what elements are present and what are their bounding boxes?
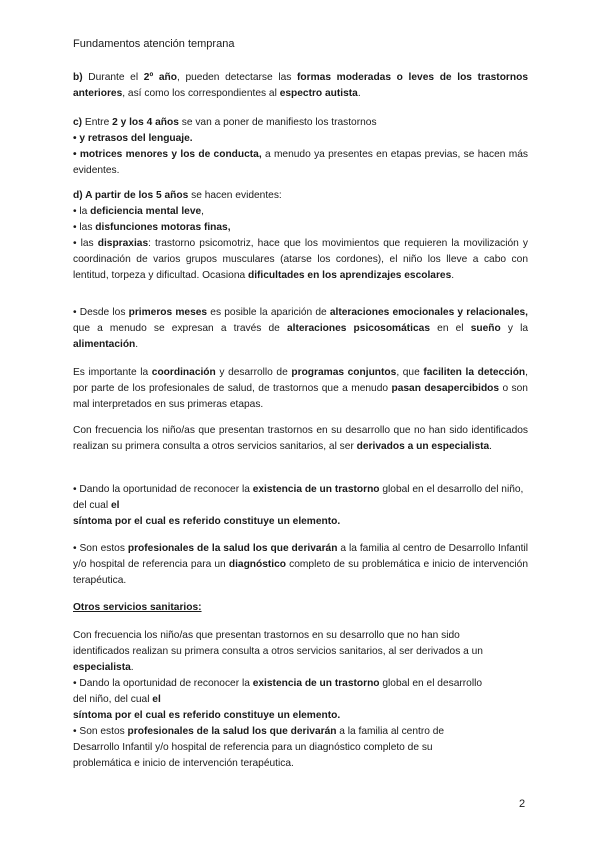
paragraph-l bbox=[73, 724, 528, 772]
bold-text: derivados a un especialista bbox=[356, 441, 490, 452]
text: • Dando la oportunidad de reconocer la bbox=[73, 484, 253, 495]
bold-text: existencia de un trastorno bbox=[252, 678, 380, 689]
text: global en el desarrollo del niño, del cual bbox=[73, 484, 524, 511]
text: a la familia al centro de bbox=[336, 726, 445, 737]
text: : trastorno psicomotriz, hace que los movimientos que requieren la movilización y coordinación de varios grupos musculares (atarse los cordones), el niño los lleve a cabo con lentitud, torpeza y dificultad. Ocasiona bbox=[73, 238, 528, 281]
label-d: d) A partir de los 5 años bbox=[73, 190, 189, 201]
text: Con frecuencia los niño/as que presentan trastornos en su desarrollo que no han sido identificados realizan su primera consulta a otros servicios sanitarios, al ser bbox=[73, 425, 528, 452]
bold-text: dispraxias bbox=[97, 238, 149, 249]
paragraph-f bbox=[73, 365, 528, 413]
bold-text: espectro autista bbox=[279, 88, 358, 99]
text: . bbox=[451, 270, 455, 281]
bold-text: deficiencia mental leve bbox=[90, 206, 202, 217]
bold-text: programas conjuntos bbox=[291, 367, 397, 378]
bold-text: diagnóstico bbox=[228, 559, 287, 570]
paragraph-e bbox=[73, 305, 528, 353]
paragraph-k bbox=[73, 676, 528, 724]
bold-text: alimentación bbox=[73, 339, 136, 350]
bold-text: 2º año bbox=[143, 72, 177, 83]
bold-text: alteraciones emocionales y relacionales, bbox=[329, 307, 528, 318]
bold-text: formas moderadas o leves de los trastornos anteriores bbox=[73, 72, 528, 99]
paragraph-h bbox=[73, 482, 528, 530]
text-line: Desarrollo Infantil y/o hospital de referencia para un diagnóstico completo de su bbox=[73, 742, 433, 753]
bold-text: síntoma por el cual es referido constituye un elemento. bbox=[73, 516, 341, 527]
bold-text: profesionales de la salud los que derivarán bbox=[127, 543, 338, 554]
section-heading bbox=[73, 600, 528, 616]
bold-text: sueño bbox=[470, 323, 501, 334]
bold-text: existencia de un trastorno bbox=[252, 484, 380, 495]
bold-text: el bbox=[110, 500, 120, 511]
text: es posible la aparición de bbox=[207, 307, 330, 318]
bullet-language: • y retrasos del lenguaje. bbox=[73, 133, 193, 144]
text: , bbox=[201, 206, 204, 217]
text: . bbox=[357, 88, 361, 99]
bold-text: disfunciones motoras finas, bbox=[95, 222, 231, 233]
bold-text: faciliten la detección bbox=[423, 367, 526, 378]
paragraph-j bbox=[73, 628, 528, 676]
text: global en el desarrollo bbox=[379, 678, 483, 689]
text-line: problemática e inicio de intervención terapéutica. bbox=[73, 758, 294, 769]
bold-text: síntoma por el cual es referido constituye un elemento. bbox=[73, 710, 341, 721]
text: a menudo ya presentes en etapas previas, se hacen más evidentes. bbox=[73, 149, 529, 176]
paragraph-d bbox=[73, 188, 528, 284]
page-header: Fundamentos atención temprana bbox=[73, 38, 235, 50]
text: o son mal interpretados en sus primeras etapas. bbox=[73, 383, 528, 410]
text: , así como los correspondientes al bbox=[122, 88, 280, 99]
text: • Son estos bbox=[73, 726, 128, 737]
text: , que bbox=[396, 367, 424, 378]
text: Durante el bbox=[82, 72, 144, 83]
bold-text: primeros meses bbox=[128, 307, 208, 318]
text-line: Con frecuencia los niño/as que presentan trastornos en su desarrollo que no han sido bbox=[73, 630, 460, 641]
bullet-motor: • motrices menores y los de conducta, bbox=[73, 149, 262, 160]
bold-text: especialista bbox=[73, 662, 131, 673]
bold-text: dificultades en los aprendizajes escolares bbox=[247, 270, 452, 281]
text: y desarrollo de bbox=[215, 367, 292, 378]
paragraph-b bbox=[73, 70, 528, 102]
bold-text: el bbox=[152, 694, 161, 705]
text: y la bbox=[500, 323, 528, 334]
section-title: Otros servicios sanitarios: bbox=[73, 602, 202, 613]
text: Entre bbox=[82, 117, 113, 128]
text: . bbox=[489, 441, 493, 452]
text: • la bbox=[73, 206, 91, 217]
page-number: 2 bbox=[519, 798, 526, 810]
text: • las bbox=[73, 222, 96, 233]
text: , pueden detectarse las bbox=[176, 72, 298, 83]
text: • Desde los bbox=[73, 307, 129, 318]
text: Es importante la bbox=[73, 367, 152, 378]
bold-text: pasan desapercibidos bbox=[391, 383, 500, 394]
bold-text: 2 y los 4 años bbox=[112, 117, 179, 128]
paragraph-g bbox=[73, 423, 528, 455]
label-c: c) bbox=[73, 117, 83, 128]
text: • Dando la oportunidad de reconocer la bbox=[73, 678, 253, 689]
text: completo de su problemática e inicio de intervención terapéutica. bbox=[73, 559, 528, 586]
text: • las bbox=[73, 238, 98, 249]
text: . bbox=[135, 339, 139, 350]
text: se van a poner de manifiesto los trastornos bbox=[178, 117, 377, 128]
text: se hacen evidentes: bbox=[188, 190, 282, 201]
bold-text: alteraciones psicosomáticas bbox=[286, 323, 431, 334]
text: , por parte de los profesionales de salud, de trastornos que a menudo bbox=[73, 367, 528, 394]
text-line: identificados realizan su primera consulta a otros servicios sanitarios, al ser derivados a un bbox=[73, 646, 483, 657]
text: • Son estos bbox=[73, 543, 128, 554]
text: a la familia al centro de Desarrollo Infantil y/o hospital de referencia para un bbox=[73, 543, 528, 570]
label-b: b) bbox=[73, 72, 83, 83]
paragraph-c bbox=[73, 115, 528, 179]
text: que a menudo se expresan a través de bbox=[73, 323, 287, 334]
text: . bbox=[130, 662, 134, 673]
text: en el bbox=[430, 323, 471, 334]
bold-text: coordinación bbox=[151, 367, 216, 378]
bold-text: profesionales de la salud los que derivarán bbox=[127, 726, 337, 737]
paragraph-i bbox=[73, 541, 528, 589]
text: del niño, del cual bbox=[73, 694, 153, 705]
